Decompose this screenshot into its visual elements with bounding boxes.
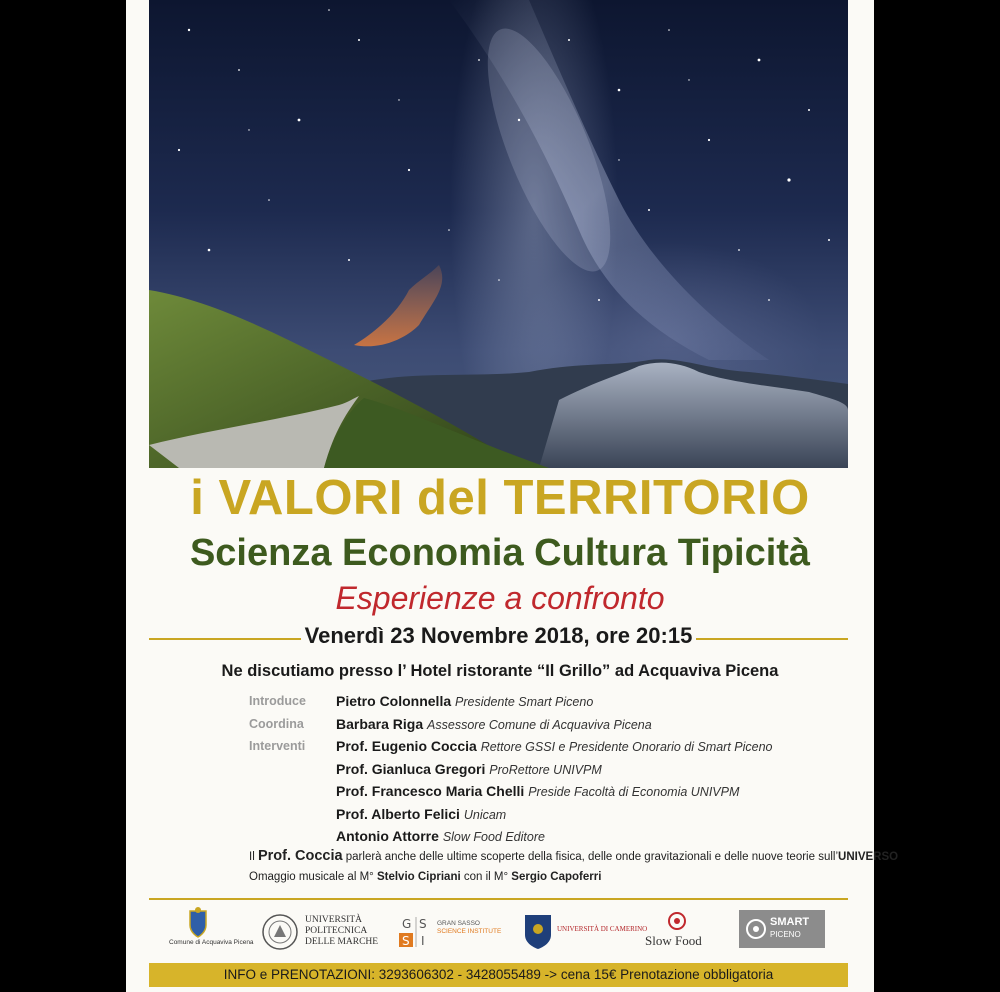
section-divider xyxy=(149,898,848,900)
program-row xyxy=(249,758,849,781)
speaker-name: Prof. Eugenio Coccia xyxy=(336,738,477,754)
program-row xyxy=(249,803,849,826)
logo-camerino xyxy=(523,905,648,960)
event-poster xyxy=(126,0,899,992)
university-seal-icon xyxy=(261,913,299,951)
program-row xyxy=(249,690,849,713)
night-sky-landscape-illustration xyxy=(149,0,848,468)
note-speaker: Prof. Coccia xyxy=(257,848,343,864)
logo-smart-piceno xyxy=(739,905,825,960)
svg-text:G: G xyxy=(402,917,412,931)
speaker-name: Pietro Colonnella xyxy=(336,693,452,709)
event-title: i VALORI del TERRITORIO xyxy=(190,471,810,525)
speaker-name: Prof. Gianluca Gregori xyxy=(336,760,486,777)
speaker-desc: Rettore GSSI e Presidente Onorario di Smart Piceno xyxy=(480,740,773,754)
program-list xyxy=(249,690,849,848)
note-music xyxy=(249,871,601,883)
program-role: Interventi xyxy=(249,739,306,753)
event-subtitle: Scienza Economia Cultura Tipicità xyxy=(189,532,811,574)
program-role: Coordina xyxy=(249,716,304,731)
musician-name: Sergio Capoferri xyxy=(511,871,602,883)
speaker-name: Antonio Attorre xyxy=(336,828,439,844)
date-row xyxy=(149,621,848,655)
logo-univpm-line1: UNIVERSITÀ xyxy=(305,915,362,925)
speaker-name: Prof. Alberto Felici xyxy=(336,805,460,822)
program-role: Introduce xyxy=(249,694,306,708)
smart-circle-icon xyxy=(745,918,767,940)
svg-text:S: S xyxy=(419,917,427,931)
logo-slowfood-label: Slow Food xyxy=(645,933,702,948)
svg-text:I: I xyxy=(421,934,425,948)
logo-univpm xyxy=(261,905,381,960)
speaker-desc: Slow Food Editore xyxy=(442,830,545,844)
snail-icon xyxy=(665,911,689,931)
event-date: Venerdì 23 Novembre 2018, ore 20:15 xyxy=(304,623,693,648)
gssi-mark-icon xyxy=(399,915,433,949)
camerino-shield-icon xyxy=(523,913,553,951)
logo-comune xyxy=(163,905,254,960)
speaker-desc: Preside Facoltà di Economia UNIVPM xyxy=(528,785,740,799)
logo-smart-line2: PICENO xyxy=(770,930,801,939)
note-text: Omaggio musicale al M° xyxy=(249,871,377,883)
program-row xyxy=(249,825,849,848)
speaker-name: Barbara Riga xyxy=(336,715,424,732)
divider-right xyxy=(696,638,848,640)
note-text: con il M° xyxy=(460,871,512,883)
program-row xyxy=(249,713,849,736)
svg-text:S: S xyxy=(402,934,410,948)
logo-gssi xyxy=(399,905,509,960)
speaker-name: Prof. Francesco Maria Chelli xyxy=(336,783,525,799)
info-footer: INFO e PRENOTAZIONI: 3293606302 - 3428055489 -> cena 15€ Prenotazione obbligatoria xyxy=(149,963,848,987)
venue-line: Ne discutiamo presso l’ Hotel ristorante “Il Grillo” ad Acquaviva Picena xyxy=(221,662,779,680)
note-text: parlerà anche delle ultime scoperte della fisica, delle onde gravitazionali e delle nuove teorie sull’ xyxy=(345,851,839,863)
program-row xyxy=(249,735,849,758)
note-text: Il xyxy=(249,851,255,863)
musician-name: Stelvio Cipriani xyxy=(376,871,461,883)
logo-gssi-line2: SCIENCE INSTITUTE xyxy=(437,928,502,935)
event-tagline: Esperienze a confronto xyxy=(335,580,665,616)
crest-icon xyxy=(163,905,233,960)
speaker-desc: ProRettore UNIVPM xyxy=(489,762,602,777)
speaker-desc: Assessore Comune di Acquaviva Picena xyxy=(427,717,652,732)
logo-univpm-line3: DELLE MARCHE xyxy=(305,937,379,947)
program-row xyxy=(249,780,849,803)
logo-gssi-line1: GRAN SASSO xyxy=(437,920,480,927)
logo-camerino-label: UNIVERSITÀ DI CAMERINO xyxy=(557,925,648,933)
speaker-desc: Unicam xyxy=(463,807,507,822)
note-coccia xyxy=(249,848,898,864)
logo-univpm-line2: POLITECNICA xyxy=(305,926,368,936)
logo-smart-line1: SMART xyxy=(770,916,810,928)
hero-photo xyxy=(149,0,848,468)
logo-slowfood xyxy=(645,905,715,960)
speaker-desc: Presidente Smart Piceno xyxy=(455,695,594,709)
note-emphasis: UNIVERSO xyxy=(838,851,899,863)
sponsor-logos xyxy=(149,905,848,960)
logo-comune-label: Comune di Acquaviva Picena xyxy=(169,939,254,946)
